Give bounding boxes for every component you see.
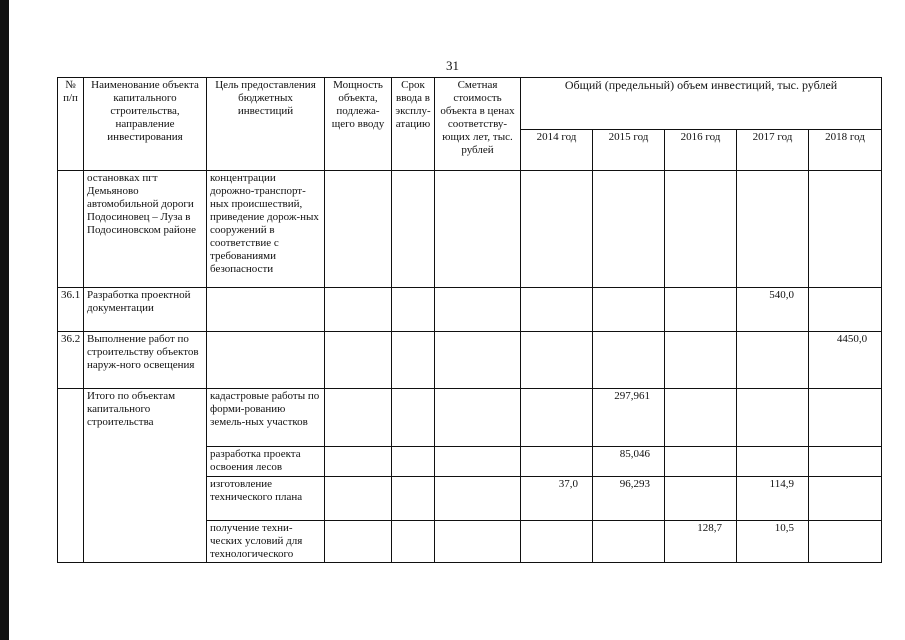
cell-2018 [809, 477, 882, 521]
header-year-2016: 2016 год [665, 129, 737, 170]
cell-2016 [665, 332, 737, 389]
cell-2014 [521, 447, 593, 477]
cell-2015 [593, 332, 665, 389]
row-num [58, 171, 84, 288]
cell-2018 [809, 447, 882, 477]
cell-2018 [809, 288, 882, 332]
header-term: Срок ввода в эксплу-атацию [392, 78, 435, 171]
cell-2018 [809, 521, 882, 563]
row-num: 36.2 [58, 332, 84, 389]
cell-2015 [593, 171, 665, 288]
cell-2016 [665, 447, 737, 477]
cell-2015 [593, 521, 665, 563]
table-row [58, 288, 882, 332]
header-cost: Сметная стоимость объекта в ценах соответству-ющих лет, тыс. рублей [435, 78, 521, 171]
cell-2014 [521, 171, 593, 288]
header-total: Общий (предельный) объем инвестиций, тыс. рублей [521, 78, 882, 130]
cell-2017: 540,0 [737, 288, 809, 332]
header-year-2014: 2014 год [521, 129, 593, 170]
cell-2016: 128,7 [665, 521, 737, 563]
cell-2017 [737, 389, 809, 447]
cell-2014: 37,0 [521, 477, 593, 521]
cell-2017: 10,5 [737, 521, 809, 563]
totals-goal: разработка проекта освоения лесов [207, 447, 325, 477]
row-name: Выполнение работ по строительству объектов наруж-ного освещения [84, 332, 207, 389]
cell-2017 [737, 447, 809, 477]
cell-2018 [809, 389, 882, 447]
cell-2015: 85,046 [593, 447, 665, 477]
cell-2014 [521, 288, 593, 332]
cell-2014 [521, 389, 593, 447]
cell-2015 [593, 288, 665, 332]
header-num: № п/п [58, 78, 84, 171]
totals-goal: изготовление технического плана [207, 477, 325, 521]
page-number: 31 [446, 58, 459, 73]
cell-2017 [737, 171, 809, 288]
investment-table [57, 77, 882, 563]
header-capacity: Мощность объекта, подлежа-щего вводу [325, 78, 392, 171]
cell-2014 [521, 332, 593, 389]
row-num: 36.1 [58, 288, 84, 332]
header-year-2017: 2017 год [737, 129, 809, 170]
totals-row [58, 389, 882, 447]
row-goal [207, 332, 325, 389]
row-goal [207, 288, 325, 332]
row-name: Разработка проектной документации [84, 288, 207, 332]
cell-2016 [665, 171, 737, 288]
cell-2017: 114,9 [737, 477, 809, 521]
table-row [58, 171, 882, 288]
cell-2017 [737, 332, 809, 389]
cell-2015: 297,961 [593, 389, 665, 447]
header-goal: Цель предоставления бюджетных инвестиций [207, 78, 325, 171]
totals-goal: получение техни-ческих условий для технологического [207, 521, 325, 563]
cell-2016 [665, 288, 737, 332]
scan-edge-bar [0, 0, 9, 640]
header-year-2015: 2015 год [593, 129, 665, 170]
totals-name: Итого по объектам капитального строительства [84, 389, 207, 563]
header-name: Наименование объекта капитального строительства, направление инвестирования [84, 78, 207, 171]
table-row [58, 332, 882, 389]
cell-2018: 4450,0 [809, 332, 882, 389]
row-goal: концентрации дорожно-транспорт-ных происшествий, приведение дорож-ных сооружений в соответствие с требованиями безопасности [207, 171, 325, 288]
cell-2014 [521, 521, 593, 563]
cell-2015: 96,293 [593, 477, 665, 521]
cell-2018 [809, 171, 882, 288]
row-name: остановках пгт Демьяново автомобильной дороги Подосиновец – Луза в Подосиновском районе [84, 171, 207, 288]
totals-goal: кадастровые работы по форми-рованию земель-ных участков [207, 389, 325, 447]
cell-2016 [665, 389, 737, 447]
cell-2016 [665, 477, 737, 521]
header-year-2018: 2018 год [809, 129, 882, 170]
